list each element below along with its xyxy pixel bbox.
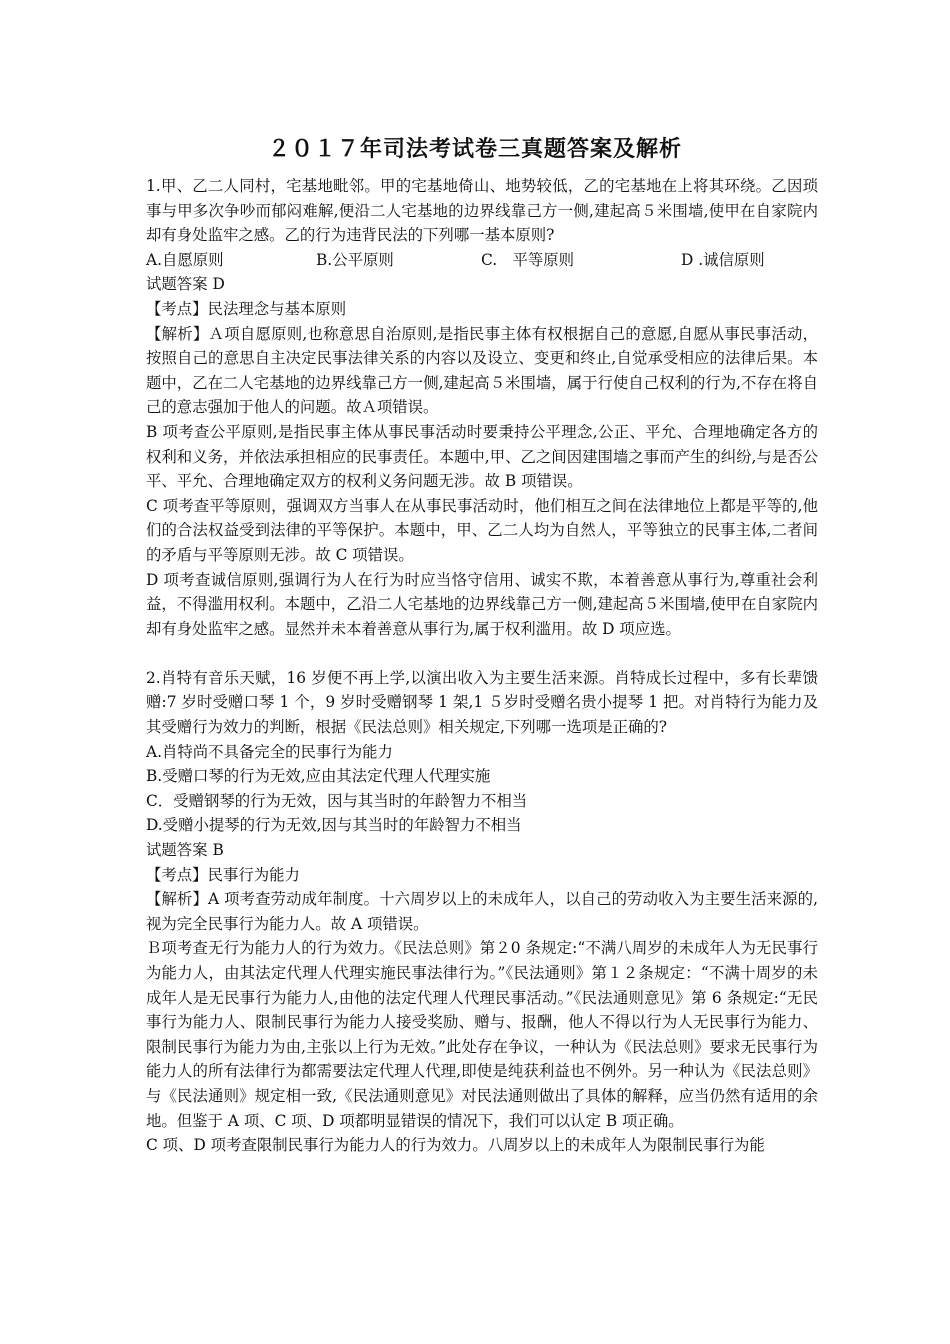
page-title: ２０１７年司法考试卷三真题答案及解析	[267, 137, 682, 162]
paragraph-spacer	[146, 641, 818, 666]
question-2-option-d: D.受赠小提琴的行为无效,因与其当时的年龄智力不相当	[146, 816, 522, 835]
question-2-option-b: B.受赠口琴的行为无效,应由其法定代理人代理实施	[146, 767, 491, 786]
question-1-analysis-b: B 项考查公平原则,是指民事主体从事民事活动时要秉持公平理念,公正、平允、合理地确定各方的权利和义务，并依法承担相应的民事责任。本题中,甲、乙之间因建围墙之事而产生的纠纷,与是否公平、平允、合理地确定双方的权利义务问题无涉。故 B 项错误。	[146, 422, 818, 491]
question-2-analysis-cd: C 项、D 项考查限制民事行为能力人的行为效力。八周岁以上的未成年人为限制民事行为能	[146, 1136, 765, 1155]
question-1-option-d: D .诚信原则	[681, 250, 765, 269]
question-1-analysis-a: 【解析】Ａ项自愿原则,也称意思自治原则,是指民事主体有权根据自己的意愿,自愿从事民事活动，按照自己的意思自主决定民事法律关系的内容以及设立、变更和终止,自觉承受相应的法律后果。本题中，乙在二人宅基地的边界线靠己方一侧,建起高５米围墙，属于行使自己权利的行为,不存在将自己的意志强加于他人的问题。故Ａ项错误。	[146, 324, 818, 417]
question-1-answer: 试题答案 D	[146, 275, 225, 294]
question-2-kaodian: 【考点】民事行为能力	[146, 865, 300, 884]
document-body	[146, 174, 818, 1158]
question-1-analysis-c: C 项考查平等原则，强调双方当事人在从事民事活动时，他们相互之间在法律地位上都是平等的,他们的合法权益受到法律的平等保护。本题中，甲、乙二人均为自然人，平等独立的民事主体,二者间的矛盾与平等原则无涉。故 C 项错误。	[146, 496, 818, 564]
question-1-option-b: B.公平原则	[316, 250, 394, 269]
question-1-option-a: A.自愿原则	[146, 250, 224, 269]
question-2-answer: 试题答案 B	[146, 841, 224, 860]
question-2-option-c: C．受赠钢琴的行为无效，因与其当时的年龄智力不相当	[146, 791, 528, 810]
question-1-stem: 1.甲、乙二人同村，宅基地毗邻。甲的宅基地倚山、地势较低，乙的宅基地在上将其环绕。乙因琐事与甲多次争吵而郁闷难解,便沿二人宅基地的边界线靠己方一侧,建起高５米围墙,使甲在自家院内却有身处监牢之感。乙的行为违背民法的下列哪一基本原则?	[146, 177, 818, 245]
question-2-analysis-b: Ｂ项考查无行为能力人的行为效力。《民法总则》第２0 条规定:“不满八周岁的未成年人为无民事行为能力人，由其法定代理人代理实施民事法律行为。”《民法通则》第１２条规定：“不满十周岁的未成年人是无民事行为能力人,由他的法定代理人代理民事活动。”《民法通则意见》第 6 条规定:“无民事行为能力人、限制民事行为能力人接受奖励、赠与、报酬，他人不得以行为人无民事行为能力、限制民事行为能力为由,主张以上行为无效。”此处存在争议，一种认为《民法总则》要求无民事行为能力人的所有法律行为都需要法定代理人代理,即使是纯获利益也不例外。另一种认为《民法总则》与《民法通则》规定相一致,《民法通则意见》对民法通则做出了具体的解释，应当仍然有适用的余地。但鉴于 A 项、C 项、D 项都明显错误的情况下，我们可以认定 B 项正确。	[146, 939, 818, 1130]
question-2-option-a: A.肖特尚不具备完全的民事行为能力	[146, 742, 393, 761]
question-2-stem: 2.肖特有音乐天赋，16 岁便不再上学,以演出收入为主要生活来源。肖特成长过程中，多有长辈馈赠:7 岁时受赠口琴 1 个，9 岁时受赠钢琴 1 架,1 ５岁时受赠名贵小提琴 1 把。对肖特行为能力及其受赠行为效力的判断，根据《民法总则》相关规定,下列哪一选项是正确的?	[146, 668, 818, 737]
question-1-analysis-d: D 项考查诚信原则,强调行为人在行为时应当恪守信用、诚实不欺，本着善意从事行为,尊重社会利益，不得滥用权利。本题中，乙沿二人宅基地的边界线靠己方一侧,建起高５米围墙,使甲在自家院内却有身处监牢之感。显然并未本着善意从事行为,属于权利滥用。故 D 项应选。	[146, 570, 818, 638]
question-1-option-c: C. 平等原则	[481, 250, 575, 269]
question-1-options	[146, 248, 818, 273]
question-1-kaodian: 【考点】民法理念与基本原则	[146, 299, 347, 318]
question-2-analysis-a: 【解析】A 项考查劳动成年制度。十六周岁以上的未成年人，以自己的劳动收入为主要生活来源的,视为完全民事行为能力人。故 A 项错误。	[146, 890, 818, 933]
